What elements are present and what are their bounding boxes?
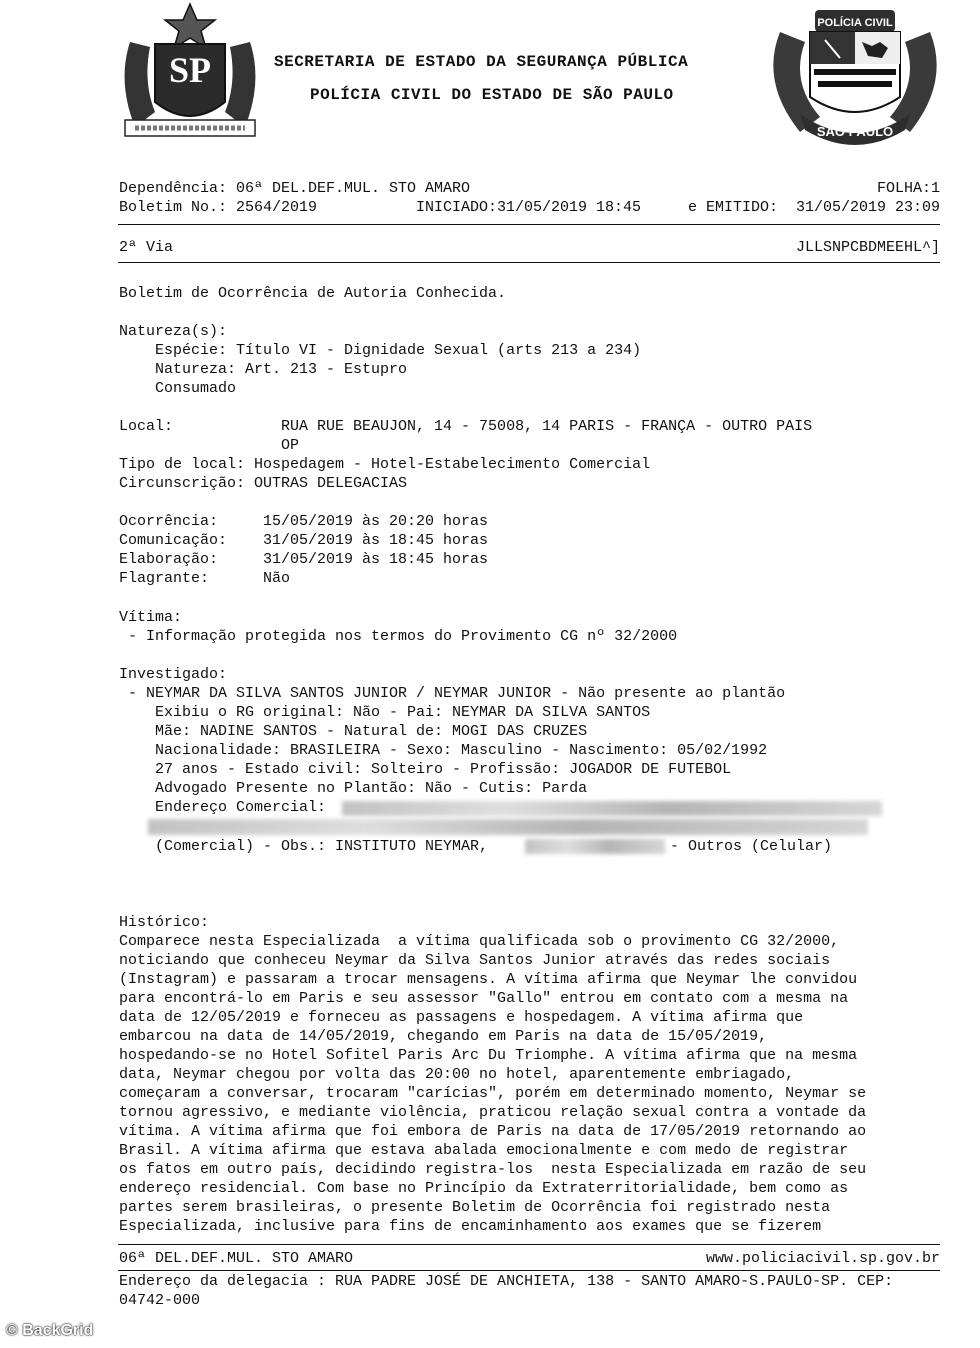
text-line: OP bbox=[119, 437, 300, 454]
text-line: Circunscrição: OUTRAS DELEGACIAS bbox=[119, 475, 408, 492]
text-line: Natureza: Art. 213 - Estupro bbox=[119, 361, 408, 378]
redacted-address-line-2 bbox=[148, 819, 868, 835]
redacted-address-line-1 bbox=[342, 801, 882, 816]
comercial-outros: - Outros (Celular) bbox=[670, 838, 833, 855]
historico-section bbox=[119, 913, 866, 1236]
text-line: Advogado Presente no Plantão: Não - Cutis: Parda bbox=[119, 780, 588, 797]
text-line: Brasil. A vítima afirma que estava abalada emocionalmente e com medo de registrar bbox=[119, 1142, 849, 1159]
text-line: Flagrante: Não bbox=[119, 570, 291, 587]
photo-credit: © BackGrid bbox=[6, 1322, 94, 1339]
text-line: Natureza(s): bbox=[119, 323, 228, 340]
badge-top-text: POLÍCIA CIVIL bbox=[817, 17, 893, 29]
text-line: Local: RUA RUE BEAUJON, 14 - 75008, 14 PARIS - FRANÇA - OUTRO PAIS bbox=[119, 418, 813, 435]
text-line: Consumado bbox=[119, 380, 237, 397]
text-line: para encontrá-lo em Paris e seu assessor "Gallo" entrou em contato com a mesma na bbox=[119, 990, 849, 1007]
iniciado-timestamp: INICIADO:31/05/2019 18:45 bbox=[416, 199, 642, 216]
text-line: endereço residencial. Com base no Princípio da Extraterritorialidade, bem como as bbox=[119, 1180, 849, 1197]
text-line: - NEYMAR DA SILVA SANTOS JUNIOR / NEYMAR JUNIOR - Não presente ao plantão bbox=[119, 685, 786, 702]
footer-website-link[interactable]: www.policiacivil.sp.gov.br bbox=[705, 1250, 940, 1267]
header-policia-civil: POLÍCIA CIVIL DO ESTADO DE SÃO PAULO bbox=[310, 86, 674, 104]
star-icon bbox=[165, 4, 215, 48]
text-line: hospedando-se no Hotel Sofitel Paris Arc Du Triomphe. A vítima afirma que na mesma bbox=[119, 1047, 858, 1064]
text-line: Espécie: Título VI - Dignidade Sexual (arts 213 a 234) bbox=[119, 342, 642, 359]
text-line: vítima. A vítima afirma que foi embora de Paris na data de 17/05/2019 retornando ao bbox=[119, 1123, 867, 1140]
text-line: tornou agressivo, e mediante violência, praticou relação sexual contra a vontade da bbox=[119, 1104, 867, 1121]
text-line: Mãe: NADINE SANTOS - Natural de: MOGI DAS CRUZES bbox=[119, 723, 588, 740]
divider-via bbox=[118, 262, 940, 263]
text-line: partes serem brasileiras, o presente Boletim de Ocorrência foi registrado nesta bbox=[119, 1199, 831, 1216]
vitima-section bbox=[119, 608, 677, 646]
text-line: embarcou na data de 14/05/2019, chegando em Paris na data de 15/05/2019, bbox=[119, 1028, 768, 1045]
policia-civil-badge bbox=[760, 2, 950, 150]
text-line: - Informação protegida nos termos do Provimento CG nº 32/2000 bbox=[119, 628, 678, 645]
text-line: começaram a conversar, trocaram "carícias", porém em determinado momento, Neymar se bbox=[119, 1085, 867, 1102]
text-line: Exibiu o RG original: Não - Pai: NEYMAR DA SILVA SANTOS bbox=[119, 704, 651, 721]
comercial-obs: (Comercial) - Obs.: INSTITUTO NEYMAR, bbox=[119, 838, 489, 855]
footer-cep: 04742-000 bbox=[119, 1292, 201, 1309]
datas-section bbox=[119, 512, 488, 588]
text-line: Investigado: bbox=[119, 666, 228, 683]
divider-footer bbox=[118, 1270, 940, 1271]
divider-top bbox=[118, 224, 940, 225]
text-line: os fatos em outro país, decidindo registra-los nesta Especializada em razão de seu bbox=[119, 1161, 867, 1178]
text-line: noticiando que conheceu Neymar da Silva Santos Junior através das redes sociais bbox=[119, 952, 831, 969]
text-line: Tipo de local: Hospedagem - Hotel-Estabelecimento Comercial bbox=[119, 456, 651, 473]
sp-state-seal bbox=[115, 2, 265, 150]
document-code: JLLSNPCBDMEEHL^] bbox=[795, 239, 940, 256]
investigado-section bbox=[119, 665, 785, 817]
via-label: 2ª Via bbox=[119, 239, 174, 256]
footer-delegacia: 06ª DEL.DEF.MUL. STO AMARO bbox=[119, 1250, 354, 1267]
text-line: Histórico: bbox=[119, 914, 210, 931]
text-line: Elaboração: 31/05/2019 às 18:45 horas bbox=[119, 551, 489, 568]
text-line: Nacionalidade: BRASILEIRA - Sexo: Masculino - Nascimento: 05/02/1992 bbox=[119, 742, 768, 759]
text-line: Especializada, inclusive para fins de encaminhamento aos exames que se fizerem bbox=[119, 1218, 822, 1235]
redacted-phone bbox=[525, 839, 665, 854]
text-line: 27 anos - Estado civil: Solteiro - Profissão: JOGADOR DE FUTEBOL bbox=[119, 761, 732, 778]
emitido-timestamp: e EMITIDO: 31/05/2019 23:09 bbox=[687, 199, 940, 216]
text-line: Comparece nesta Especializada a vítima qualificada sob o provimento CG 32/2000, bbox=[119, 933, 840, 950]
text-line: (Instagram) e passaram a trocar mensagens. A vítima afirma que Neymar lhe convidou bbox=[119, 971, 858, 988]
divider-footer-top bbox=[118, 1244, 940, 1245]
badge-bottom-text: SÃO PAULO bbox=[816, 124, 894, 139]
text-line: Vítima: bbox=[119, 609, 183, 626]
local-section bbox=[119, 417, 812, 493]
dependencia-line: Dependência: 06ª DEL.DEF.MUL. STO AMARO bbox=[119, 180, 471, 197]
natureza-section bbox=[119, 322, 641, 398]
text-line: data de 12/05/2019 e forneceu as passagens e hospedagem. A vítima afirma que bbox=[119, 1009, 804, 1026]
seal-letters: SP bbox=[168, 50, 212, 90]
footer-address: Endereço da delegacia : RUA PADRE JOSÉ DE ANCHIETA, 138 - SANTO AMARO-S.PAULO-SP. CEP: bbox=[119, 1273, 894, 1290]
header-secretaria: SECRETARIA DE ESTADO DA SEGURANÇA PÚBLICA bbox=[274, 53, 689, 71]
folha-label: FOLHA:1 bbox=[876, 180, 940, 197]
intro-line: Boletim de Ocorrência de Autoria Conhecida. bbox=[119, 285, 507, 302]
text-line: Comunicação: 31/05/2019 às 18:45 horas bbox=[119, 532, 489, 549]
boletim-number: Boletim No.: 2564/2019 bbox=[119, 199, 318, 216]
text-line: Ocorrência: 15/05/2019 às 20:20 horas bbox=[119, 513, 489, 530]
text-line: Endereço Comercial: bbox=[119, 799, 327, 816]
text-line: data, Neymar chegou por volta das 20:00 no hotel, aparentemente embriagado, bbox=[119, 1066, 795, 1083]
